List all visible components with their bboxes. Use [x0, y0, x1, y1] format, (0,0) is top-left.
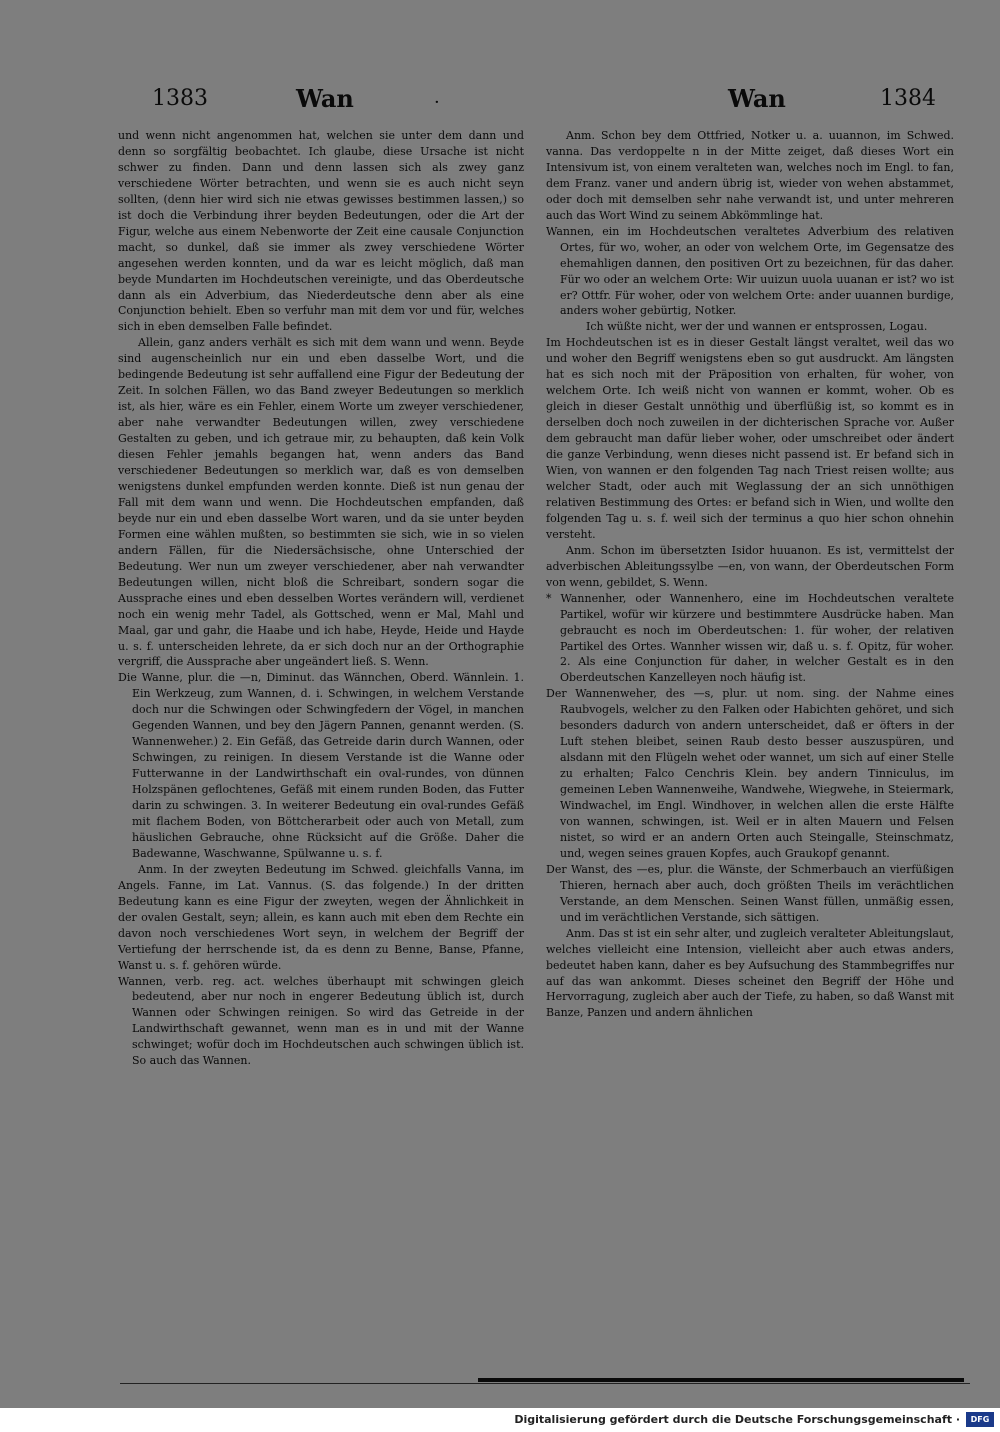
- entry-wannenweher: Der Wannenweher, des —s, plur. ut nom. sing. der Nahme eines Raubvogels, welcher zu den Falken oder Habichten gehöret, und sich besonders dadurch von andern unterscheidet, daß er öfters in der Luft stehen bleibet, seinen Raub desto besser auszuspüren, und alsdann mit den Flügeln wehet oder wannet, um sich auf einer Stelle zu erhalten; Falco Cenchris Klein. bey andern Tinniculus, im gemeinen Leben Wannenweihe, Wandwehe, Wiegwehe, in Steiermark, Windwachel, im Engl. Windhover, in welchen allen die erste Hälfte von wannen, schwingen, ist. Weil er in alten Mauern und Felsen nistet, so wird er an andern Orten auch Steingalle, Steinschmatz, und, wegen seines grauen Kopfes, auch Graukopf genannt.: [546, 687, 954, 860]
- bottom-rule: [478, 1378, 964, 1382]
- header-left-catchword: Wan: [296, 84, 354, 113]
- entry-wannen-adverb: Wannen, ein im Hochdeutschen veraltetes Adverbium des relativen Ortes, für wo, woher, an oder von welchem Orte, im Gegensatze des ehemahligen dannen, den positiven Ort zu bezeichnen, für das daher. Für wo oder an welchem Orte: Wir uuizun uuola uuanan er ist? wo ist er? Ottfr. Für woher, oder von welchem Orte: ander uuannen burdige, anders woher gebürtig, Notker.: [546, 224, 954, 318]
- entry-wanst: Der Wanst, des —es, plur. die Wänste, der Schmerbauch an vierfüßigen Thieren, hernach aber auch, doch größten Theils im verächtlichen Verstande, an dem Menschen. Seinen Wanst füllen, unmäßig essen, und im verächtlichen Verstande, sich sättigen.: [546, 862, 954, 924]
- header-right-page-number: 1384: [880, 86, 936, 111]
- paragraph: Allein, ganz anders verhält es sich mit dem wann und wenn. Beyde sind augenscheinlich nur ein und eben dasselbe Wort, und die bedingende Bedeutung ist sehr auffallend eine Figur der Bedeutung der Zeit. In solchen Fällen, wo das Band zweyer Bedeutungen so merklich ist, als hier, wäre es ein Fehler, einem Worte um zweyer verschiedener, aber nahe verwandter Bedeutungen willen, zwey verschiedene Gestalten zu geben, und ich getraue mir, zu behaupten, daß kein Volk diesen Fehler jemahls begangen hat, wenn anders das Band verschiedener Bedeutungen so merklich war, daß es von demselben wenigstens dunkel empfunden werden konnte. Dieß ist nun genau der Fall mit dem wann und wenn. Die Hochdeutschen empfanden, daß beyde nur ein und eben dasselbe Wort waren, und da sie unter beyden Formen eine wählen mußten, so bestimmten sie sich, wie in so vielen andern Fällen, für die Niedersächsische, ohne Unterschied der Bedeutung. Wer nun um zweyer verschiedener, aber nah verwandter Bedeutungen willen, nicht bloß die Schreibart, sondern sogar die Aussprache eines und eben desselben Wortes verändern will, verdienet noch ein wenig mehr Tadel, als Gottsched, wenn er Mal, Mahl und Maal, gar und gahr, die Haabe und ich habe, Heyde, Heide und Hayde u. s. f. unterscheiden lehrete, da er sich doch nur an der Orthographie vergriff, die Aussprache aber ungeändert ließ. S. Wenn.: [118, 336, 524, 669]
- footer-credit-text: Digitalisierung gefördert durch die Deutsche Forschungsgemeinschaft ·: [514, 1413, 960, 1426]
- dfg-logo-icon: DFG: [966, 1412, 994, 1427]
- verse-quote: Ich wüßte nicht, wer der und wannen er entsprossen, Logau.: [586, 320, 928, 334]
- paragraph: Im Hochdeutschen ist es in dieser Gestalt längst veraltet, weil das wo und woher den Begriff wenigstens eben so gut ausdruckt. Am längsten hat es sich noch mit der Präposition von erhalten, für woher, von welchem Orte. Ich weiß nicht von wannen er kommt, woher. Ob es gleich in dieser Gestalt unnöthig und überflüßig ist, so kommt es in derselben doch noch zuweilen in der dichterischen Sprache vor. Außer dem gebraucht man dafür lieber woher, oder umschreibet oder ändert die ganze Verbindung, wenn dieses nicht passend ist. Er befand sich in Wien, von wannen er den folgenden Tag nach Triest reisen wollte; aus welcher Stadt, oder auch mit Weglassung der an sich unnöthigen relativen Bestimmung des Ortes: er befand sich in Wien, und wollte den folgenden Tag u. s. f. weil sich der terminus a quo hier schon ohnehin versteht.: [546, 336, 954, 541]
- paragraph: Anm. Schon bey dem Ottfried, Notker u. a. uuannon, im Schwed. vanna. Das verdoppelte n in der Mitte zeiget, daß dieses Wort ein Intensivum ist, von einem veralteten wan, welches noch im Engl. to fan, dem Franz. vaner und andern übrig ist, wieder von wehen abstammet, oder doch mit demselben sehr nahe verwandt ist, und unter mehreren auch das Wort Wind zu seinem Abkömmlinge hat.: [546, 129, 954, 222]
- header-right-catchword: Wan: [728, 84, 786, 113]
- header-left-page-number: 1383: [152, 86, 208, 111]
- entry-wannenher: * Wannenher, oder Wannenhero, eine im Hochdeutschen veraltete Partikel, wofür wir kürzere und bestimmtere Ausdrücke haben. Man gebraucht es noch im Oberdeutschen: 1. für woher, der relativen Partikel des Ortes. Wannher wissen wir, daß u. s. f. Opitz, für woher. 2. Als eine Conjunction für daher, in welcher Gestalt es in den Oberdeutschen Kanzelleyen noch häufig ist.: [546, 591, 954, 685]
- paragraph: Anm. Das st ist ein sehr alter, und zugleich veralteter Ableitungslaut, welches vielleicht eine Intension, vielleicht aber auch etwas anders, bedeutet haben kann, daher es bey Aufsuchung des Stammbegriffes nur auf das wan ankommt. Dieses scheinet den Begriff der Höhe und Hervorragung, zugleich aber auch der Tiefe, zu haben, so daß Wanst mit Banze, Panzen und andern ähnlichen: [546, 926, 954, 1020]
- paragraph: und wenn nicht angenommen hat, welchen sie unter dem dann und denn so sorgfältig beobachtet. Ich glaube, diese Ursache ist nicht schwer zu finden. Dann und denn lassen sich als zwey ganz verschiedene Wörter betrachten, und wenn sie es auch nicht seyn sollten, (denn hier wird sich nie etwas gewisses bestimmen lassen,) so ist doch die Verbindung ihrer beyden Bedeutungen, oder die Art der Figur, welche aus einem Nebenworte der Zeit eine causale Conjunction macht, so dunkel, daß sie immer als zwey verschiedene Wörter angesehen werden konnten, und da war es leicht möglich, daß man beyde Mundarten im Hochdeutschen vereinigte, und das Oberdeutsche dann als ein Adverbium, das Niederdeutsche denn aber als eine Conjunction behielt. Eben so verfuhr man mit dem vor und für, welches sich in eben demselben Falle befindet.: [118, 129, 524, 334]
- paragraph: Anm. Schon im übersetzten Isidor huuanon. Es ist, vermittelst der adverbischen Ableitungssylbe —en, von wann, der Oberdeutschen Form von wenn, gebildet, S. Wenn.: [546, 543, 954, 589]
- bottom-rule-thin: [120, 1383, 970, 1384]
- paragraph: Anm. In der zweyten Bedeutung im Schwed. gleichfalls Vanna, im Angels. Fanne, im Lat. Vannus. (S. das folgende.) In der dritten Bedeutung kann es eine Figur der zweyten, wegen der Ähnlichkeit in der ovalen Gestalt, seyn; allein, es kann auch mit eben dem Rechte ein davon noch verschiedenes Wort seyn, in welchem der Begriff der Vertiefung der herrschende ist, da es denn zu Benne, Banse, Pfanne, Wanst u. s. f. gehören würde.: [118, 862, 524, 972]
- header-divider-dot: ·: [434, 92, 440, 113]
- entry-wanne: Die Wanne, plur. die —n, Diminut. das Wännchen, Oberd. Wännlein. 1. Ein Werkzeug, zum Wannen, d. i. Schwingen, in welchem Verstande doch nur die Schwingen oder Schwingfedern der Vögel, in manchen Gegenden Wannen, und bey den Jägern Pannen, genannt werden. (S. Wannenweher.) 2. Ein Gefäß, das Getreide darin durch Wannen, oder Schwingen, zu reinigen. In diesem Verstande ist die Wanne oder Futterwanne in der Landwirthschaft ein oval-rundes, von dünnen Holzspänen geflochtenes, Gefäß mit einem runden Boden, das Futter darin zu schwingen. 3. In weiterer Bedeutung ein oval-rundes Gefäß mit flachem Boden, von Böttcherarbeit oder auch von Metall, zum häuslichen Gebrauche, ohne Rücksicht auf die Größe. Daher die Badewanne, Waschwanne, Spülwanne u. s. f.: [118, 671, 524, 860]
- left-text-column: [118, 128, 524, 1069]
- right-text-column: [546, 128, 954, 1021]
- footer-bar: [0, 1408, 1000, 1432]
- entry-wannen-verb: Wannen, verb. reg. act. welches überhaupt mit schwingen gleich bedeutend, aber nur noch in engerer Bedeutung üblich ist, durch Wannen oder Schwingen reinigen. So wird das Getreide in der Landwirthschaft gewannet, wenn man es in und mit der Wanne schwinget; wofür doch im Hochdeutschen auch schwingen üblich ist. So auch das Wannen.: [118, 974, 524, 1068]
